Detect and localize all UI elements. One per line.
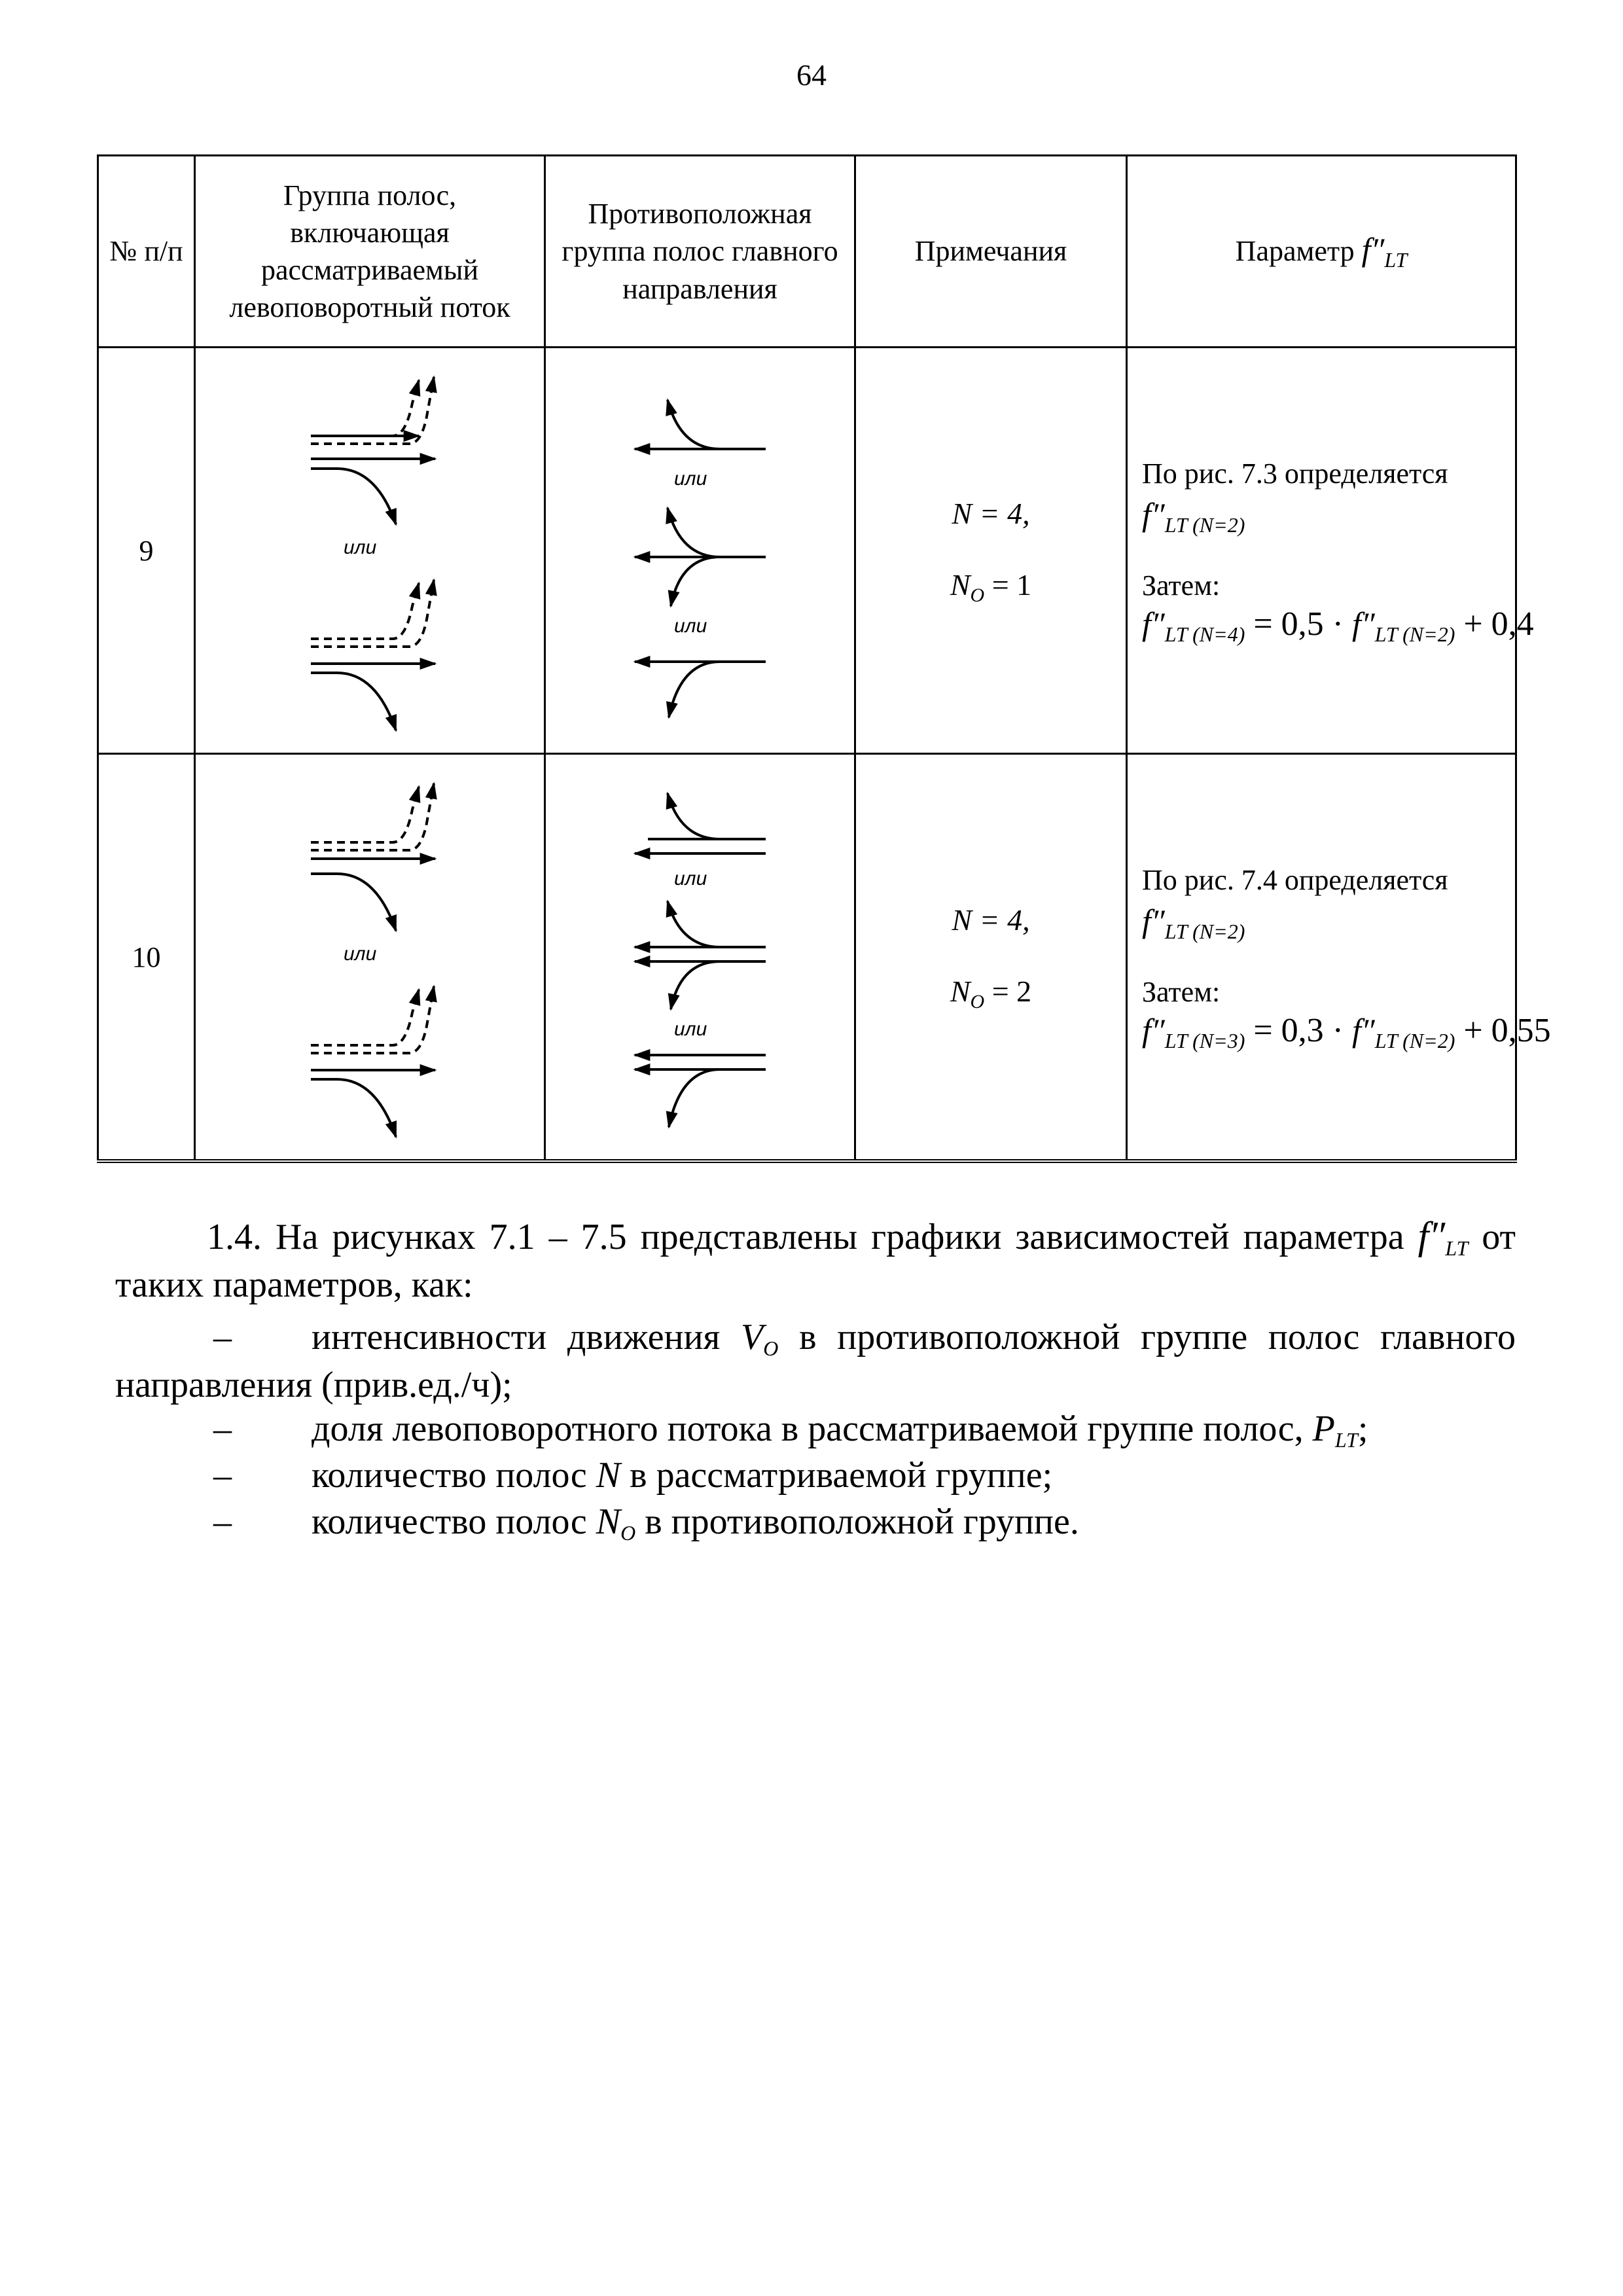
row-param [1127, 754, 1551, 1162]
ili-label: или [344, 943, 377, 965]
left-turn-group-diagram [195, 348, 545, 754]
opposite-lane-diagram-icon [622, 367, 779, 734]
bullet-dash: – [213, 1317, 232, 1357]
list-item [115, 1314, 1516, 1408]
left-turn-group-diagram [195, 754, 545, 1162]
lane-group-table [97, 154, 1551, 1163]
bullet-dash: – [213, 1455, 232, 1496]
b1-text-a: интенсивности движения [312, 1317, 741, 1357]
formula-rhs-sub: LT (N=2) [1374, 622, 1455, 646]
ili-label: или [673, 868, 707, 889]
row-notes [855, 754, 1127, 1162]
b3-text-a: количество полос [312, 1455, 596, 1496]
header-param [1127, 156, 1516, 348]
formula-lhs-sub: LT (N=3) [1164, 1028, 1245, 1052]
para1-sub: LT [1445, 1236, 1469, 1260]
row-param [1127, 348, 1534, 754]
header-group: Группа полос, включающая рассматриваемый левоповоротный поток [195, 156, 545, 348]
formula-coef: = 0,3 · [1253, 1011, 1344, 1049]
header-notes: Примечания [855, 156, 1127, 348]
ili-label: или [344, 537, 377, 558]
list-item [115, 1406, 1516, 1454]
b2-text-b: ; [1357, 1408, 1368, 1449]
formula-rhs-symbol: f″ [1352, 1011, 1375, 1049]
bullet-dash: – [213, 1501, 232, 1542]
b4-text-b: в противоположной группе. [635, 1501, 1079, 1542]
opposite-lane-diagram-icon [622, 774, 779, 1140]
b1-text-b: в противоположной группе полос главного направления (прив.ед./ч); [115, 1317, 1516, 1405]
formula-rhs-sub: LT (N=2) [1374, 1028, 1455, 1052]
param-formula [1142, 605, 1534, 647]
para1-symbol: f″ [1418, 1214, 1446, 1257]
row-n-value: N = 4, [952, 497, 1030, 530]
ili-label: или [673, 615, 707, 637]
b2-text-a: доля левоповоротного потока в рассматриваемой группе полос, [312, 1408, 1313, 1449]
row-num: 9 [98, 348, 195, 754]
param-symbol: f″ [1142, 496, 1165, 533]
paragraph-1-4 [115, 1211, 1516, 1308]
row-no-value: = 2 [984, 975, 1032, 1008]
formula-coef: = 0,5 · [1253, 605, 1344, 643]
ili-label: или [673, 1018, 707, 1040]
param-ref: По рис. 7.4 определяется [1142, 864, 1448, 897]
list-item [115, 1499, 1516, 1547]
para1-text-b: от таких параметров, как: [115, 1217, 1516, 1305]
opposite-group-diagram [545, 348, 855, 754]
table-header-row [98, 156, 1516, 348]
row-no-symbol: N [950, 568, 971, 601]
row-no-value: = 1 [984, 568, 1032, 601]
b1-symbol: V [741, 1317, 764, 1357]
bullet-dash: – [213, 1408, 232, 1449]
param-sub: LT (N=2) [1164, 920, 1245, 944]
table-row [98, 348, 1516, 754]
table-row [98, 754, 1516, 1162]
b4-sub: O [620, 1521, 636, 1545]
header-param-symbol: f″ [1361, 231, 1385, 268]
header-param-prefix: Параметр [1235, 235, 1355, 268]
param-formula [1142, 1011, 1551, 1053]
para1-text-a: 1.4. На рисунках 7.1 – 7.5 представлены графики зависимостей параметра [207, 1217, 1418, 1257]
formula-rhs-symbol: f″ [1352, 605, 1375, 642]
param-then: Затем: [1142, 975, 1221, 1008]
formula-lhs-symbol: f″ [1142, 1011, 1165, 1049]
param-sub: LT (N=2) [1164, 513, 1245, 537]
row-no-sub: O [970, 584, 985, 606]
b3-text-b: в рассматриваемой группе; [620, 1455, 1053, 1496]
param-then: Затем: [1142, 569, 1221, 601]
row-no-symbol: N [950, 975, 971, 1008]
row-num: 10 [98, 754, 195, 1162]
page-number: 64 [796, 58, 827, 92]
opposite-group-diagram [545, 754, 855, 1162]
lane-diagram-icon [285, 357, 455, 744]
lane-diagram-icon [285, 764, 455, 1150]
row-n-value: N = 4, [952, 903, 1030, 937]
b3-symbol: N [596, 1455, 621, 1496]
b2-sub: LT [1334, 1428, 1358, 1452]
formula-add: + 0,55 [1463, 1011, 1551, 1049]
row-notes [855, 348, 1127, 754]
formula-add: + 0,4 [1463, 605, 1534, 643]
formula-lhs-sub: LT (N=4) [1164, 622, 1245, 646]
header-num: № п/п [98, 156, 195, 348]
list-item [115, 1452, 1516, 1499]
b4-symbol: N [596, 1501, 621, 1542]
b1-sub: O [763, 1336, 779, 1360]
row-no-sub: O [970, 991, 985, 1013]
formula-lhs-symbol: f″ [1142, 605, 1165, 642]
param-ref: По рис. 7.3 определяется [1142, 457, 1448, 490]
param-symbol: f″ [1142, 903, 1165, 940]
ili-label: или [673, 468, 707, 490]
header-opposite: Противоположная группа полос главного направления [545, 156, 855, 348]
b2-symbol: P [1312, 1408, 1335, 1449]
b4-text-a: количество полос [312, 1501, 596, 1542]
header-param-sub: LT [1384, 248, 1408, 272]
